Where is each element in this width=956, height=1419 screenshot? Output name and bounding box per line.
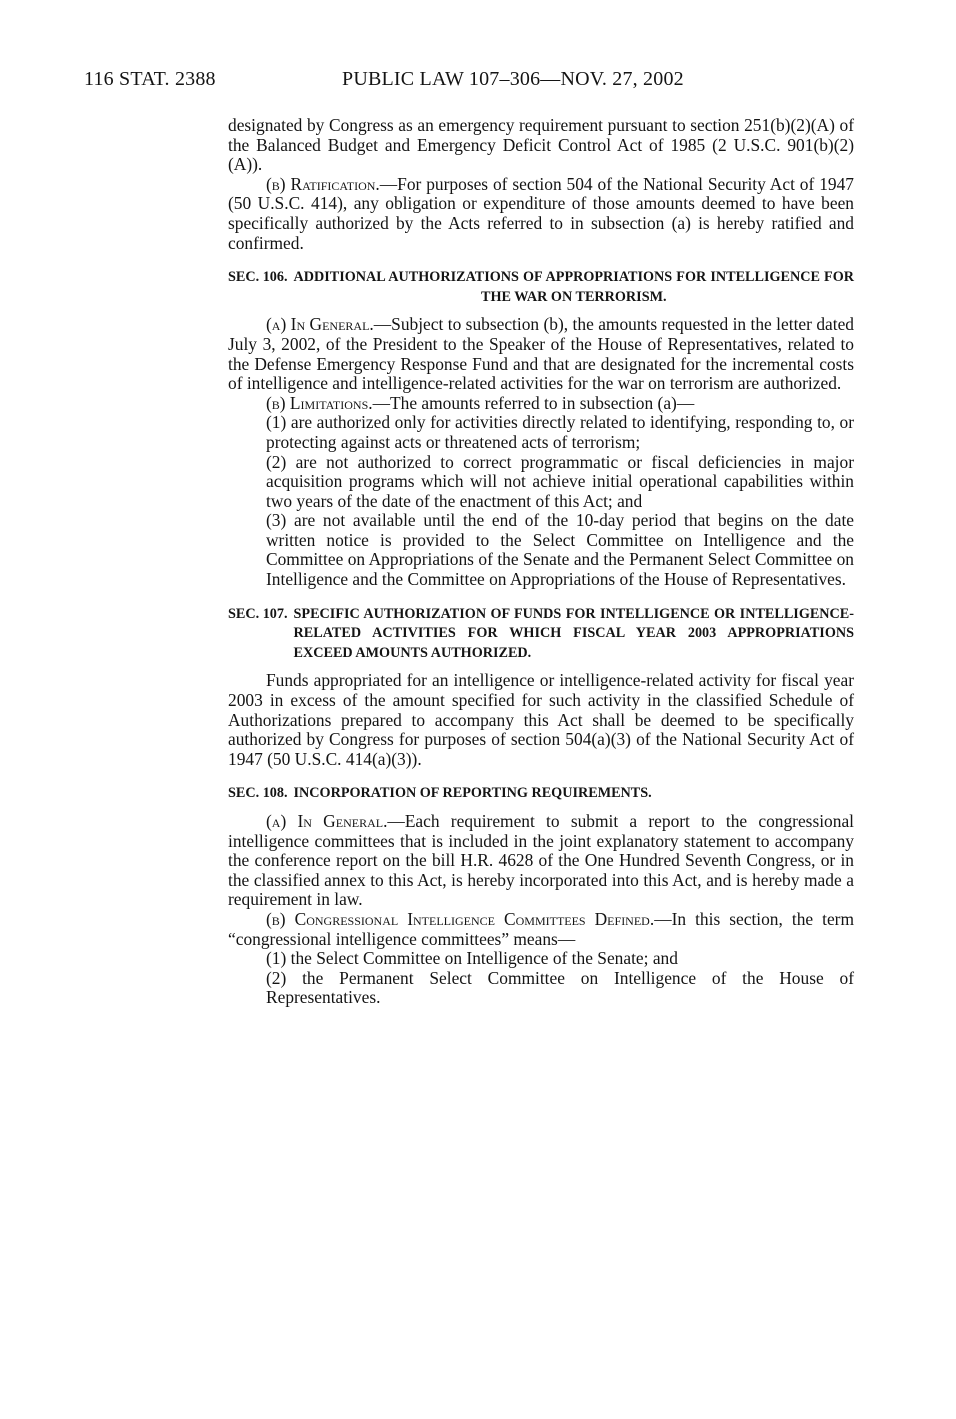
- section-108-b-text: —In this section, the term “congressional intelligence committees” means—: [228, 908, 854, 949]
- ratification-text: —For purposes of section 504 of the National Security Act of 1947 (50 U.S.C. 414), any obligation or expenditure of those amounts deemed to have been specifically authorized by the Acts referred to in subsection (a) is hereby ratified and confirmed.: [228, 173, 854, 253]
- section-107-number: SEC. 107.: [228, 605, 288, 622]
- section-108-heading: [228, 784, 854, 804]
- public-law-citation: PUBLIC LAW 107–306—NOV. 27, 2002: [342, 68, 684, 90]
- document-body: [228, 116, 854, 1008]
- section-108-title: INCORPORATION OF REPORTING REQUIREMENTS.: [293, 785, 652, 802]
- section-108-item: (1) the Select Committee on Intelligence of the Senate; and: [266, 948, 678, 969]
- section-106-item: (2) are not authorized to correct programmatic or fiscal deficiencies in major acquisition programs which will not achieve initial operational capabilities within two years of the date of the enactment of this Act; and: [266, 451, 854, 511]
- section-106-heading: [228, 268, 854, 307]
- section-106-a-text: —Subject to subsection (b), the amounts requested in the letter dated July 3, 2002, of the President to the Speaker of the House of Representatives, related to the Defense Emergency Response Fund and that are designated for the incremental costs of intelligence and intelligence-related activities for the war on terrorism are authorized.: [228, 314, 854, 394]
- section-108-b-heading: (b) Congressional Intelligence Committees Defined.: [266, 908, 655, 929]
- section-108-a-text: —Each requirement to submit a report to the congressional intelligence committees that is included in the joint explanatory statement to accompany the conference report on the bill H.R. 4628 of the One Hundred Seventh Congress, or in the classified annex to this Act, is hereby incorporated into this Act, and is hereby made a requirement in law.: [228, 811, 854, 910]
- section-106-a-heading: (a) In General.: [266, 314, 374, 335]
- ratification-heading: (b) Ratification.: [266, 173, 380, 194]
- section-108-number: SEC. 108.: [228, 785, 288, 802]
- section-108-subsection-b: [228, 910, 854, 949]
- section-107-title: SPECIFIC AUTHORIZATION OF FUNDS FOR INTELLIGENCE OR INTELLIGENCE-RELATED ACTIVITIES FOR WHICH FISCAL YEAR 2003 APPROPRIATIONS EXCEED AMOUNTS AUTHORIZED.: [293, 605, 854, 661]
- section-107-paragraph: Funds appropriated for an intelligence or intelligence-related activity for fiscal year 2003 in excess of the amount specified for such activity in the classified Schedule of Authorizations prepared to accompany this Act shall be deemed to be specifically authorized by Congress for purposes of section 504(a)(3) of the National Security Act of 1947 (50 U.S.C. 414(a)(3)).: [228, 670, 854, 769]
- section-108-subsection-a: [228, 812, 854, 910]
- section-106-b-heading: (b) Limitations.: [266, 392, 373, 413]
- section-108-item: (2) the Permanent Select Committee on Intelligence of the House of Representatives.: [266, 967, 854, 1008]
- section-106-subsection-a: [228, 315, 854, 393]
- continuation-paragraph: designated by Congress as an emergency requirement pursuant to section 251(b)(2)(A) of the Balanced Budget and Emergency Deficit Control Act of 1985 (2 U.S.C. 901(b)(2)(A)).: [228, 115, 854, 175]
- section-107-heading: [228, 605, 854, 664]
- section-106-b-text: —The amounts referred to in subsection (a)—: [372, 392, 695, 413]
- section-108-a-heading: (a) In General.: [266, 811, 388, 831]
- ratification-paragraph: [228, 175, 854, 253]
- stat-citation: 116 STAT. 2388: [84, 68, 216, 90]
- section-106-number: SEC. 106.: [228, 269, 288, 286]
- section-106-subsection-b: [228, 394, 854, 414]
- section-106-item: (1) are authorized only for activities directly related to identifying, responding to, or protecting against acts or threatened acts of terrorism;: [266, 412, 854, 452]
- section-106-title: ADDITIONAL AUTHORIZATIONS OF APPROPRIATIONS FOR INTELLIGENCE FOR THE WAR ON TERRORISM.: [293, 269, 854, 305]
- page-header: [84, 68, 804, 94]
- section-106-item: (3) are not available until the end of the 10-day period that begins on the date written notice is provided to the Select Committee on Intelligence and the Committee on Appropriations of the Senate and the Permanent Select Committee on Intelligence and the Committee on Appropriations of the House of Representatives.: [266, 510, 854, 590]
